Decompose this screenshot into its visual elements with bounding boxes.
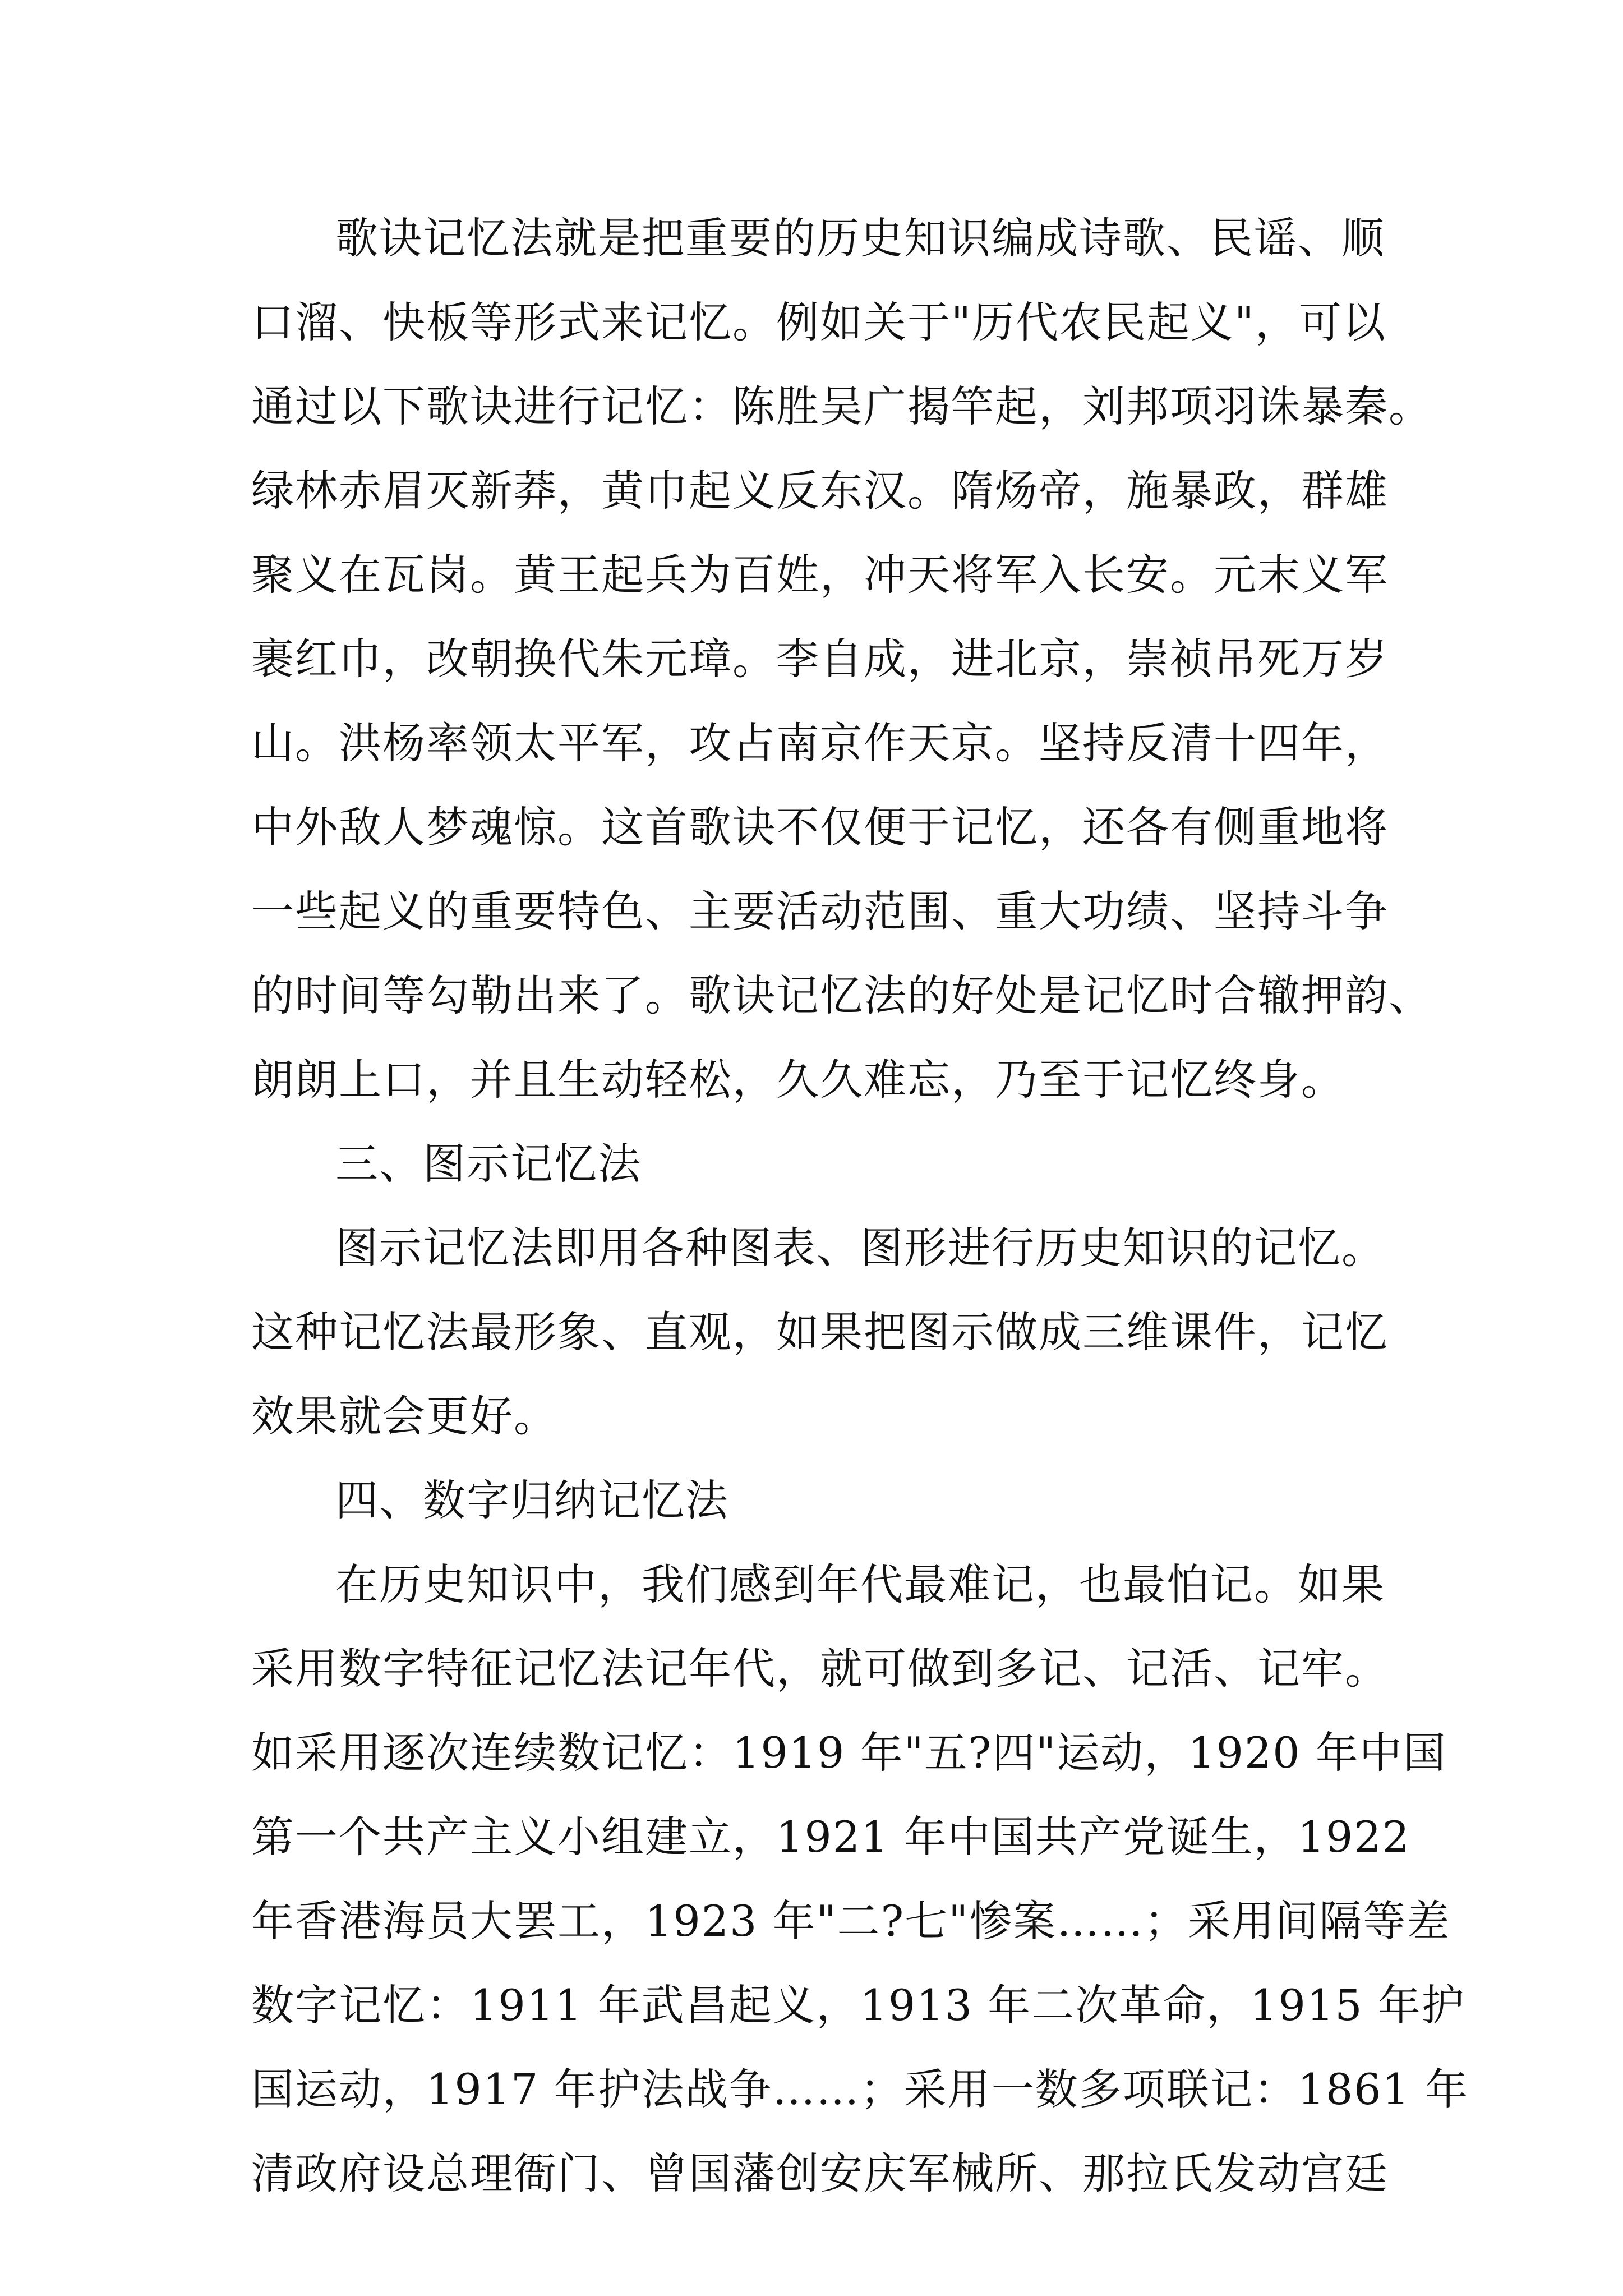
paragraph-line: 聚义在瓦岗。黄王起兵为百姓，冲天将军入长安。元末义军 [251,550,1389,600]
paragraph-line: 一些起义的重要特色、主要活动范围、重大功绩、坚持斗争 [251,886,1389,936]
paragraph-line: 在历史知识中，我们感到年代最难记，也最怕记。如果 [335,1559,1385,1609]
paragraph-line: 图示记忆法即用各种图表、图形进行历史知识的记忆。 [335,1223,1385,1273]
paragraph-line: 国运动，1917 年护法战争……；采用一数多项联记：1861 年 [251,2064,1469,2114]
paragraph-line: 的时间等勾勒出来了。歌诀记忆法的好处是记忆时合辙押韵、 [251,970,1432,1020]
paragraph-line: 绿林赤眉灭新莽，黄巾起义反东汉。隋炀帝，施暴政，群雄 [251,466,1389,516]
paragraph-line: 清政府设总理衙门、曾国藩创安庆军械所、那拉氏发动宫廷 [251,2148,1389,2198]
paragraph-line: 通过以下歌诀进行记忆：陈胜吴广揭竿起，刘邦项羽诛暴秦。 [251,381,1432,431]
paragraph-line: 朗朗上口，并且生动轻松，久久难忘，乃至于记忆终身。 [251,1055,1345,1105]
paragraph-line: 这种记忆法最形象、直观，如果把图示做成三维课件，记忆 [251,1307,1389,1357]
paragraph-line: 年香港海员大罢工，1923 年"二?七"惨案……；采用间隔等差 [251,1896,1451,1946]
paragraph-line: 歌诀记忆法就是把重要的历史知识编成诗歌、民谣、顺 [335,213,1385,263]
paragraph-line: 口溜、快板等形式来记忆。例如关于"历代农民起义"，可以 [251,297,1386,347]
paragraph-line: 效果就会更好。 [251,1391,557,1441]
paragraph-line: 采用数字特征记忆法记年代，就可做到多记、记活、记牢。 [251,1644,1389,1694]
section-heading: 四、数字归纳记忆法 [335,1475,729,1525]
paragraph-line: 第一个共产主义小组建立，1921 年中国共产党诞生，1922 [251,1812,1410,1862]
paragraph-line: 裹红巾，改朝换代朱元璋。李自成，进北京，崇祯吊死万岁 [251,634,1389,684]
section-heading: 三、图示记忆法 [335,1139,642,1189]
paragraph-line: 数字记忆：1911 年武昌起义，1913 年二次革命，1915 年护 [251,1980,1465,2030]
paragraph-line: 如采用逐次连续数记忆：1919 年"五?四"运动，1920 年中国 [251,1728,1447,1778]
paragraph-line: 中外敌人梦魂惊。这首歌诀不仅便于记忆，还各有侧重地将 [251,802,1389,852]
paragraph-line: 山。洪杨率领太平军，攻占南京作天京。坚持反清十四年， [251,718,1389,768]
